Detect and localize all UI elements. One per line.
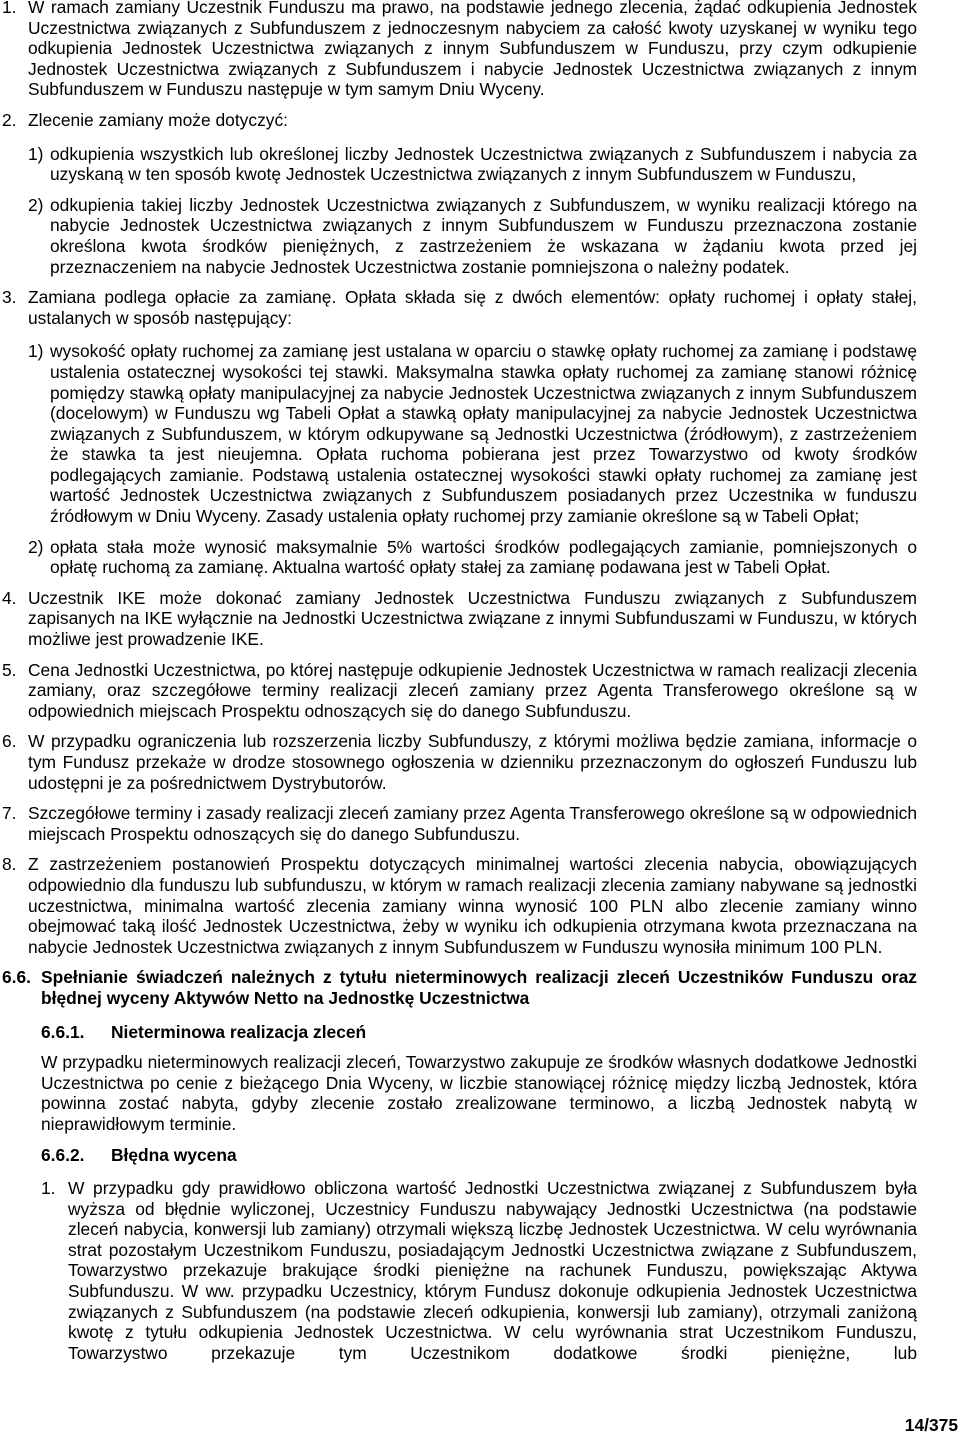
sub-point-number: 2) [28, 194, 44, 215]
item-number: 4. [2, 587, 17, 608]
subsection-title: Nieterminowa realizacja zleceń [111, 1021, 367, 1042]
item-text: Zamiana podlega opłacie za zamianę. Opłata składa się z dwóch elementów: opłaty ruchomej i opłaty stałej, ustalanych w sposób następujący: [28, 287, 917, 328]
subsection-list-item-1 [41, 1178, 917, 1363]
list-item-7 [0, 803, 917, 844]
subsection-number: 6.6.1. [41, 1021, 85, 1042]
list-item-3 [0, 287, 917, 578]
item-number: 1. [2, 0, 17, 17]
item-number: 6. [2, 731, 17, 752]
sub-point-1 [28, 144, 917, 185]
item-number: 8. [2, 854, 17, 875]
sub-point-text: opłata stała może wynosić maksymalnie 5% wartości środków podlegających zamianie, pomniejszonych o opłatę ruchomą za zamianę. Aktualna wartość opłaty stałej za zamianę podawana jest w Tabeli Opłat. [50, 536, 917, 578]
item-number: 7. [2, 803, 17, 824]
sub-point-2 [28, 195, 917, 277]
item-number: 3. [2, 287, 17, 308]
list-item-2 [0, 110, 917, 277]
sub-point-text: odkupienia wszystkich lub określonej liczby Jednostek Uczestnictwa związanych z Subfunduszem i nabycia za uzyskaną w ten sposób kwotę Jednostek Uczestnictwa związanych z innym Subfunduszem w Funduszu, [50, 143, 917, 185]
sub-point-number: 1) [28, 143, 44, 164]
item-text: W przypadku ograniczenia lub rozszerzenia liczby Subfunduszy, z którymi możliwa będzie zamiana, informacje o tym Fundusz przekaże w drodze stosownego ogłoszenia w dzienniku przeznaczonym do ogłoszeń Funduszu lub udostępni je za pośrednictwem Dystrybutorów. [28, 731, 917, 793]
item-text: Cena Jednostki Uczestnictwa, po której następuje odkupienie Jednostek Uczestnictwa w ramach realizacji zlecenia zamiany, oraz szczegółowe terminy realizacji zleceń zamiany przez Agenta Transferowego określone są w odpowiednich miejscach Prospektu odnoszących się do danego Subfunduszu. [28, 659, 917, 721]
subsection-heading-2 [41, 1145, 917, 1166]
subsection-heading-1 [41, 1022, 917, 1043]
item-number: 2. [2, 109, 17, 130]
section-heading [0, 967, 917, 1008]
subsection-title: Błędna wycena [111, 1144, 237, 1165]
list-item-1 [0, 0, 917, 100]
item-number: 5. [2, 659, 17, 680]
list-item-8 [0, 854, 917, 957]
sub-point-1 [28, 341, 917, 526]
subsection-paragraph: W przypadku nieterminowych realizacji zleceń, Towarzystwo zakupuje ze środków własnych dodatkowe Jednostki Uczestnictwa po cenie z bieżącego Dnia Wyceny, w liczbie stanowiącej różnicę między liczbą Jednostek, która powinna zostać nabyta, gdyby zlecenie zostało zrealizowane terminowo, a liczbą Jednostek nabytą w nieprawidłowym terminie. [41, 1052, 917, 1134]
item-text: Szczegółowe terminy i zasady realizacji zleceń zamiany przez Agenta Transferowego określone są w odpowiednich miejscach Prospektu odnoszących się do danego Subfunduszu. [28, 803, 917, 844]
list-item-5 [0, 660, 917, 722]
sub-point-number: 2) [28, 536, 44, 557]
subsection-number: 6.6.2. [41, 1144, 85, 1165]
item-number: 1. [41, 1178, 56, 1199]
item-text: W ramach zamiany Uczestnik Funduszu ma prawo, na podstawie jednego zlecenia, żądać odkupienia Jednostek Uczestnictwa związanych z Subfunduszem z jednoczesnym nabyciem za całość kwoty uzyskanej w wyniku tego odkupienia Jednostek Uczestnictwa związanych z innym Subfunduszem w Funduszu, przy czym odkupienie Jednostek Uczestnictwa związanych z Subfunduszem i nabycie Jednostek Uczestnictwa związanych z innym Subfunduszem w Funduszu następuje w tym samym Dniu Wyceny. [28, 0, 917, 100]
list-item-6 [0, 731, 917, 793]
page-number: 14/375 [904, 1415, 958, 1435]
sub-point-text: wysokość opłaty ruchomej za zamianę jest ustalana w oparciu o stawkę opłaty ruchomej za zamianę i podstawę ustalenia ostatecznej wysokości tej stawki. Maksymalna stawka opłaty ruchomej za zamianę stanowi różnicę pomiędzy stawką opłaty manipulacyjnej za nabycie Jednostek Uczestnictwa związanych z innym Subfunduszem (docelowym) w Funduszu wg Tabeli Opłat a stawką opłaty manipulacyjnej za nabycie Jednostek Uczestnictwa związanych z Subfunduszem, w którym odkupywane są Jednostki Uczestnictwa (źródłowym), z zastrzeżeniem że stawka ta jest nieujemna. Opłata ruchoma pobierana jest przez Towarzystwo od kwoty środków podlegających zamianie. Podstawą ustalenia ostatecznej wysokości stawki opłaty ruchomej za zamianę jest wartość Jednostek Uczestnictwa związanych z Subfunduszem posiadanych przez Uczestnika w funduszu źródłowym w Dniu Wyceny. Zasady ustalenia opłaty ruchomej przy zamianie określone są w Tabeli Opłat; [50, 341, 917, 527]
list-item-4 [0, 588, 917, 650]
sub-point-2 [28, 537, 917, 578]
section-number: 6.6. [2, 967, 32, 988]
item-text: Uczestnik IKE może dokonać zamiany Jednostek Uczestnictwa Funduszu związanych z Subfunduszem zapisanych na IKE wyłącznie na Jednostki Uczestnictwa związane z innymi Subfunduszami w Funduszu, w których możliwe jest prowadzenie IKE. [28, 587, 917, 650]
sub-point-number: 1) [28, 341, 44, 362]
section-title: Spełnianie świadczeń należnych z tytułu nieterminowych realizacji zleceń Uczestników Funduszu oraz błędnej wyceny Aktywów Netto na Jednostkę Uczestnictwa [41, 967, 917, 1008]
item-text: Zlecenie zamiany może dotyczyć: [28, 109, 288, 130]
item-text: W przypadku gdy prawidłowo obliczona wartość Jednostki Uczestnictwa związanej z Subfunduszem była wyższa od błędnie wyliczonej, Uczestnicy Funduszu nabywający Jednostki Uczestnictwa (na podstawie zleceń nabycia, konwersji lub zamiany) otrzymali większą liczbę Jednostek Uczestnictwa. W celu wyrównania strat pozostałym Uczestnikom Funduszu, posiadającym Jednostki Uczestnictwa związane z Subfunduszem, Towarzystwo przekazuje brakujące środki pieniężne na rachunek Funduszu, powiększając Aktywa Subfunduszu. W ww. przypadku Uczestnicy, którym Fundusz dokonuje odkupienia Jednostek Uczestnictwa związanych z Subfunduszem (na podstawie zleceń odkupienia, konwersji lub zamiany), otrzymali zaniżoną kwotę z tytułu odkupienia Jednostek Uczestnictwa. W celu wyrównania strat Uczestnikom Funduszu, Towarzystwo przekazuje tym Uczestnikom dodatkowe środki pieniężne, lub [68, 1178, 917, 1363]
item-text: Z zastrzeżeniem postanowień Prospektu dotyczących minimalnej wartości zlecenia nabycia, obowiązujących odpowiednio dla funduszu lub subfunduszu, w którym w ramach realizacji zlecenia zamiany nabywane są jednostki uczestnictwa, minimalna wartość zlecenia zamiany winna wynosić 100 PLN albo zlecenie zamiany winno obejmować taką ilość Jednostek Uczestnictwa, żeby w wyniku ich odkupienia otrzymana kwota przeznaczana na nabycie Jednostek Uczestnictwa związanych z innym Subfunduszem w Funduszu wynosiła minimum 100 PLN. [28, 854, 917, 957]
sub-point-text: odkupienia takiej liczby Jednostek Uczestnictwa związanych z Subfunduszem, w wyniku realizacji którego na nabycie Jednostek Uczestnictwa związanych z innym Subfunduszem w Funduszu przeznaczona zostanie określona kwota środków pieniężnych, z zastrzeżeniem że wskazana w żądaniu kwota przed jej przeznaczeniem na nabycie Jednostek Uczestnictwa zostanie pomniejszona o należny podatek. [50, 194, 917, 277]
